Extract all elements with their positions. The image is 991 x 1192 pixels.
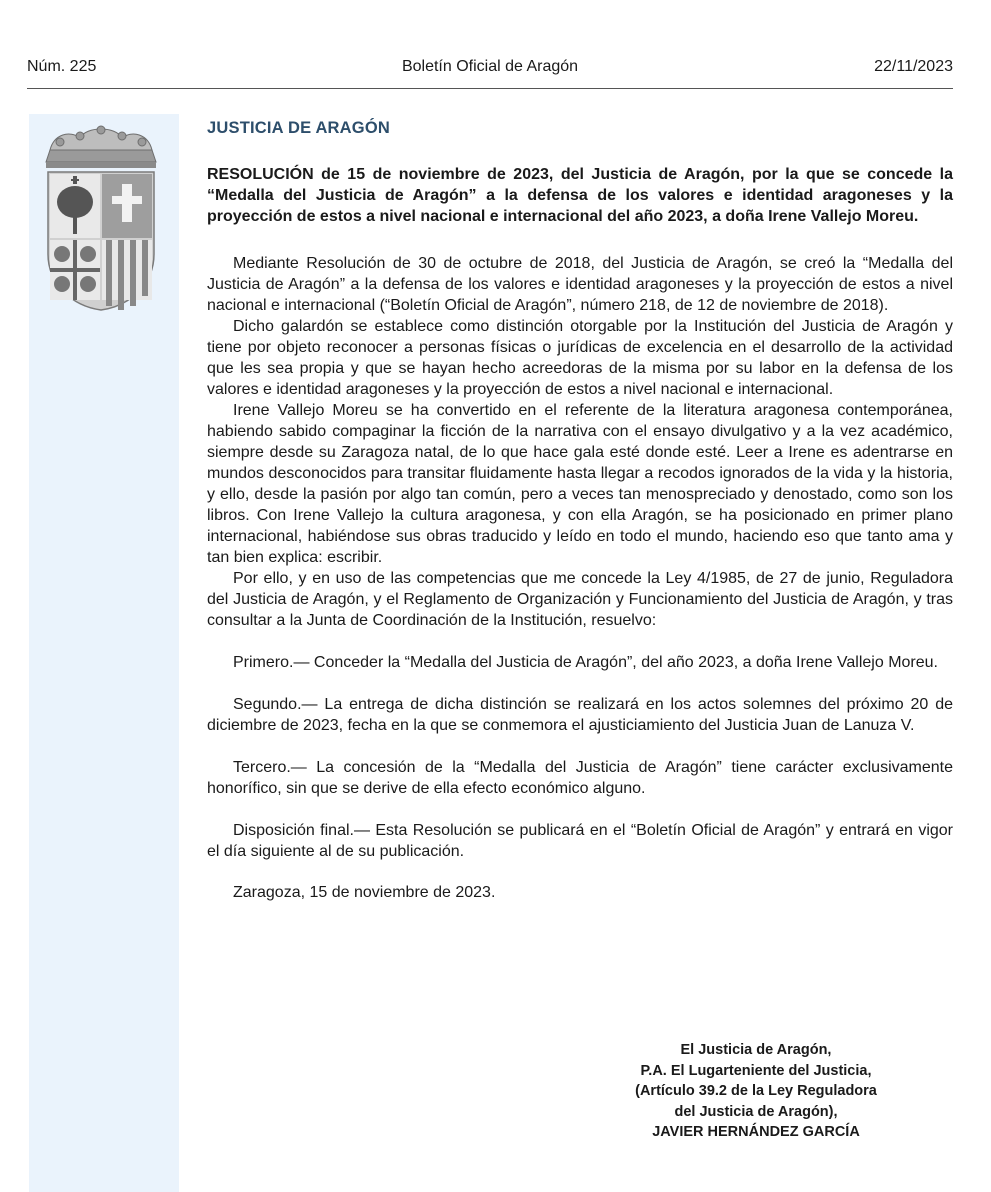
signature-line: del Justicia de Aragón), [674,1103,838,1120]
signature-line: (Artículo 39.2 de la Ley Reguladora [635,1083,877,1099]
paragraph: Irene Vallejo Moreu se ha convertido en el referente de la literatura aragonesa contemporánea, habiendo sabido compaginar la ficción de la narrativa con el ensayo divulgativo y a la vez académico, siempre desde su Zaragoza natal, de lo que hace gala esté donde esté. Leer a Irene es adentrarse en mundos desconocidos para transitar fluidamente hasta llegar a recodos ignorados de la vida y la historia, y ello, desde la pasión por algo tan común, pero a veces tan menospreciado y denostado, como son los libros. Con Irene Vallejo la cultura aragonesa, y con ella Aragón, se ha posicionado en primer plano internacional, habiéndose sus obras traducido y leído en todo el mundo, haciendo eso que tanto ama y tan bien explica: escribir. [207,402,953,566]
section-title: JUSTICIA DE ARAGÓN [207,119,390,137]
signature-block [596,1040,916,1143]
paragraph: Mediante Resolución de 30 de octubre de 2018, del Justicia de Aragón, se creó la “Medalla del Justicia de Aragón” a la defensa de los valores e identidad aragoneses y la proyección de estos a nivel nacional e internacional (“Boletín Oficial de Aragón”, número 218, de 12 de noviembre de 2018). [207,255,953,314]
header-divider [27,88,953,89]
resolution-title: RESOLUCIÓN de 15 de noviembre de 2023, del Justicia de Aragón, por la que se concede la “Medalla del Justicia de Aragón” a la defensa de los valores e identidad aragoneses y la proyección de estos a nivel nacional e internacional del año 2023, a doña Irene Vallejo Moreu. [207,166,953,225]
issue-number: Núm. 225 [27,58,97,75]
place-and-date: Zaragoza, 15 de noviembre de 2023. [233,884,496,901]
signatory-name: JAVIER HERNÁNDEZ GARCÍA [652,1124,860,1140]
clause-second: Segundo.— La entrega de dicha distinción se realizará en los actos solemnes del próximo 20 de diciembre de 2023, fecha en la que se conmemora el ajusticiamiento del Justicia Juan de Lanuza V. [207,696,953,734]
issue-date: 22/11/2023 [874,58,953,75]
publication-title: Boletín Oficial de Aragón [401,58,579,75]
paragraph: Por ello, y en uso de las competencias que me concede la Ley 4/1985, de 27 de junio, Reguladora del Justicia de Aragón, y el Reglamento de Organización y Funcionamiento del Justicia de Aragón, y tras consultar a la Junta de Coordinación de la Institución, resuelvo: [207,570,953,629]
page-header [27,58,953,80]
signature-line: El Justicia de Aragón, [680,1042,832,1058]
paragraph: Dicho galardón se establece como distinción otorgable por la Institución del Justicia de Aragón y tiene por objeto reconocer a personas físicas o jurídicas de excelencia en el desarrollo de la actividad que les sea propia y que se hayan hecho acreedoras de la misma por su labor en la defensa de los valores e identidad aragoneses y la proyección de estos a nivel nacional e internacional. [207,318,953,398]
clause-first: Primero.— Conceder la “Medalla del Justicia de Aragón”, del año 2023, a doña Irene Vallejo Moreu. [233,654,938,671]
final-provision: Disposición final.— Esta Resolución se publicará en el “Boletín Oficial de Aragón” y entrará en vigor el día siguiente al de su publicación. [207,822,953,860]
clause-third: Tercero.— La concesión de la “Medalla del Justicia de Aragón” tiene carácter exclusivamente honorífico, sin que se derive de ella efecto económico alguno. [207,759,953,797]
signature-line: P.A. El Lugarteniente del Justicia, [640,1062,872,1079]
coat-of-arms-of-aragon-icon [40,124,162,314]
document-body [207,118,953,903]
